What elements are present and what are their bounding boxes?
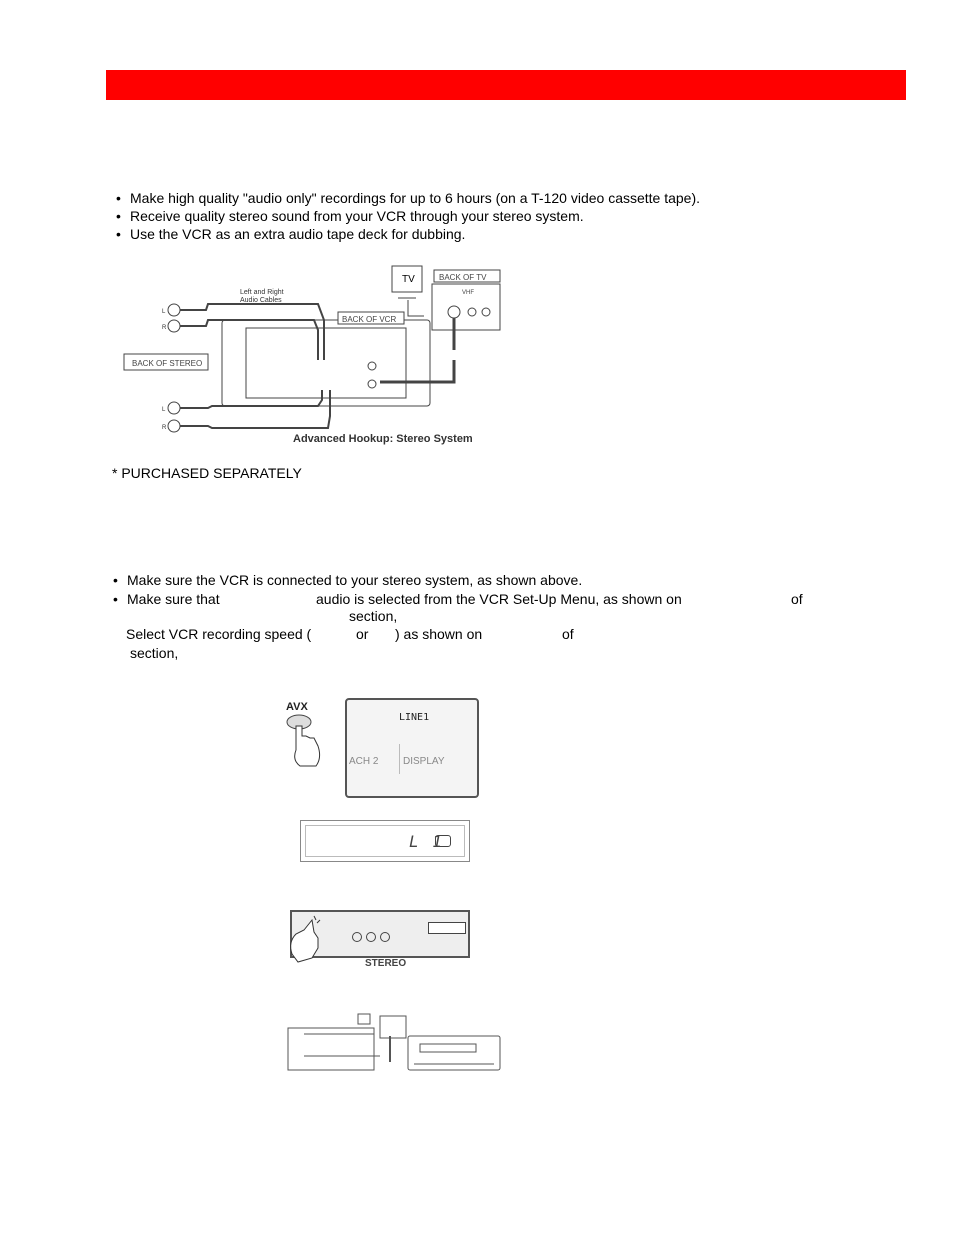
tape-icon — [435, 835, 451, 847]
svg-text:BACK OF VCR: BACK OF VCR — [342, 315, 397, 324]
list-item: • Receive quality stereo sound from your VCR through your stereo system. — [116, 208, 584, 224]
stereo-label: STEREO — [365, 958, 407, 969]
step-text: ) as shown on — [395, 626, 483, 642]
svg-text:L: L — [162, 309, 166, 315]
step-text: section, — [349, 608, 398, 624]
svg-text:Left and Right: Left and Right — [240, 289, 284, 296]
svg-text:L: L — [162, 407, 166, 413]
screen-ach: ACH 2 — [349, 756, 379, 767]
svg-text:BACK OF STEREO: BACK OF STEREO — [132, 359, 203, 368]
header-bar — [106, 70, 906, 100]
avx-button-illustration — [282, 698, 326, 770]
step-text: audio is selected from the VCR Set-Up Menu, as shown on — [316, 591, 682, 607]
screen-line1: LINE1 — [399, 712, 430, 723]
purchased-note: * PURCHASED SEPARATELY — [112, 465, 302, 481]
hand-icon — [295, 726, 320, 766]
step-text: or — [356, 626, 369, 642]
svg-text:TV: TV — [402, 274, 415, 285]
svg-text:VHF: VHF — [462, 290, 474, 296]
step-text: section, — [130, 645, 179, 661]
stereo-display — [428, 922, 466, 934]
hand-icon — [284, 914, 324, 966]
screen-display: DISPLAY — [403, 756, 445, 767]
vcr-display-illustration — [300, 820, 470, 862]
hookup-diagram — [118, 260, 508, 460]
svg-text:R: R — [162, 425, 167, 431]
svg-text:Audio Cables: Audio Cables — [240, 297, 282, 304]
stereo-knob-icon — [352, 932, 362, 942]
step-text: Select VCR recording speed ( — [126, 626, 312, 642]
screen-divider — [399, 744, 400, 774]
dubbing-hookup-illustration — [284, 1006, 504, 1078]
diagram-caption: Advanced Hookup: Stereo System — [293, 433, 473, 445]
list-item: • Make sure the VCR is connected to your stereo system, as shown above. — [113, 572, 583, 588]
step-text: of — [562, 626, 574, 642]
tv-screen-illustration — [345, 698, 479, 798]
svg-text:R: R — [162, 325, 167, 331]
stereo-knob-icon — [366, 932, 376, 942]
list-item: • Use the VCR as an extra audio tape deck for dubbing. — [116, 226, 466, 242]
list-item: • Make high quality "audio only" recordings for up to 6 hours (on a T-120 video cassette tape). — [116, 190, 701, 206]
list-item: • Make sure that — [113, 591, 220, 607]
stereo-knob-icon — [380, 932, 390, 942]
svg-text:AVX: AVX — [286, 701, 308, 713]
display-readout: L 1 — [409, 832, 444, 851]
svg-text:BACK OF TV: BACK OF TV — [439, 273, 487, 282]
step-text: of — [791, 591, 803, 607]
